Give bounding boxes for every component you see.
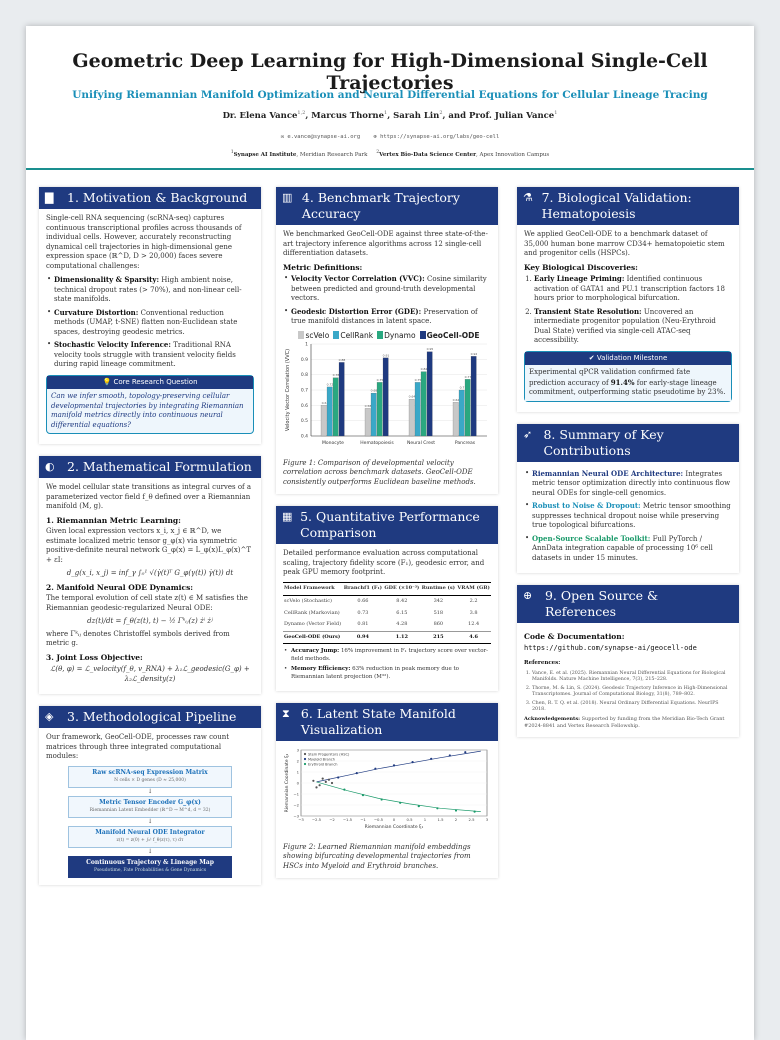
- bar: [415, 382, 420, 436]
- bar: [383, 358, 388, 436]
- table-cell: 0.73: [357, 609, 369, 616]
- x-tick-label: 1.5: [437, 817, 444, 822]
- item-head: Robust to Noise & Dropout:: [532, 501, 641, 510]
- affil-name: Synapse AI Institute: [233, 151, 297, 158]
- contact-email[interactable]: e.vance@synapse-ai.org: [287, 134, 361, 140]
- step-detail: Pseudotime, Fate Probabilities & Gene Dynamics: [93, 867, 207, 873]
- legend-label: Stem Progenitors (HSC): [308, 752, 350, 757]
- item-head: Stochastic Velocity Inference:: [54, 340, 171, 349]
- table-cell: 0.66: [357, 598, 369, 604]
- manifold-scatter-plot: [283, 746, 491, 836]
- check-circle-icon: ✔: [588, 353, 595, 362]
- section-header: [39, 456, 261, 478]
- legend-swatch: [420, 331, 426, 339]
- list-item: [532, 469, 732, 499]
- legend-marker: [304, 758, 306, 760]
- figure-caption: Figure 2: Learned Riemannian manifold embeddings showing bifurcating developmental trajectories from HSCs into Myeloid and Erythroid branches.: [283, 842, 471, 870]
- scatter-point: [436, 807, 438, 809]
- legend-swatch: [333, 331, 339, 339]
- y-tick-label: −1: [293, 791, 299, 797]
- dna-icon: ⚗: [523, 191, 533, 204]
- subheading: Key Biological Discoveries:: [524, 262, 638, 272]
- bar-data-label: 0.62: [452, 397, 460, 402]
- section-performance: [276, 506, 498, 691]
- section-header: [39, 706, 261, 728]
- section-intro: We model cellular state transitions as integral curves of a parameterized vector field f_θ defined over a Riemannian manifold (M, g).: [46, 483, 252, 510]
- section-title: 1. Motivation & Background: [67, 190, 248, 205]
- bar-data-label: 0.7: [459, 385, 465, 390]
- x-tick-label: 2.5: [468, 817, 475, 822]
- item-head: Riemannian Neural ODE Architecture:: [532, 468, 684, 478]
- subheading: Code & Documentation:: [524, 632, 625, 641]
- x-tick-label: −3: [298, 817, 304, 822]
- x-tick-label: Monocyte: [322, 441, 344, 446]
- legend-marker: [304, 753, 306, 755]
- scatter-point: [337, 776, 339, 778]
- subheading: 2. Manifold Neural ODE Dynamics:: [46, 582, 194, 592]
- callout-text: [525, 365, 731, 401]
- bar-data-label: 0.82: [420, 367, 428, 372]
- item-text: Uncovered an intermediate progenitor population (Neu-Erythroid Dual State) verified via single-cell ATAC-seq accessibility.: [534, 307, 716, 344]
- table-cell: 0.94: [343, 631, 384, 644]
- research-question-callout: [46, 375, 254, 435]
- bar: [465, 379, 470, 436]
- bar: [453, 402, 458, 436]
- globe-icon: ⊕: [523, 589, 533, 602]
- velocity-bar-chart: [283, 340, 491, 452]
- equation-ode: dz(t)/dt = f_θ(z(t), t) − ½ Γᵏᵢⱼ(z) żⁱ żʲ: [87, 617, 213, 625]
- table-cell: 8.42: [396, 598, 408, 604]
- bar-data-label: 0.77: [464, 374, 472, 379]
- affil-loc: Apex Innovation Campus: [479, 151, 550, 158]
- callout-percentage: 91.4%: [610, 377, 635, 387]
- affil-num: 1: [230, 150, 234, 155]
- item-head: Accuracy Jump:: [291, 648, 340, 654]
- list-item: [291, 307, 491, 327]
- reference-item: 1. Vance, E. et al. (2025). Riemannian Neural Differential Equations for Biological Manifolds. Nature Machine Intelligence, 7(3), 215–228.: [532, 671, 732, 684]
- x-tick-label: −2: [329, 817, 335, 822]
- bar-chart-legend: [283, 331, 491, 341]
- x-tick-label: −2.5: [311, 817, 322, 822]
- callout-text-a: Experimental qPCR validation confirmed fate prediction accuracy of: [529, 368, 691, 387]
- item-text: Full PyTorch / AnnData integration capable of processing 10⁶ cell datasets in under 15 minutes.: [532, 534, 713, 562]
- scatter-point: [356, 772, 358, 774]
- item-text: 16% improvement in F₁ trajectory score over vector-field methods.: [291, 648, 489, 662]
- step-label: Metric Tensor Encoder G_φ(x): [99, 798, 201, 806]
- list-item: [291, 648, 491, 663]
- column-right: [517, 187, 739, 749]
- bar: [459, 390, 464, 436]
- step-detail: N cells × D genes (D ≈ 25,000): [114, 777, 186, 783]
- item-head: Dimensionality & Sparsity:: [54, 275, 160, 284]
- challenge-list: [46, 275, 254, 370]
- rocket-icon: ➶: [523, 427, 533, 441]
- arrow-down-icon: ↓: [147, 787, 153, 795]
- affil-num: 2: [376, 150, 380, 155]
- author-name: Sarah Lin: [393, 110, 440, 121]
- bar-data-label: 0.64: [408, 394, 416, 399]
- item-text: 63% reduction in peak memory due to Riemannian latent projection (M³²).: [291, 666, 459, 680]
- item-head: Geodesic Distortion Error (GDE):: [291, 306, 422, 316]
- bar: [339, 362, 344, 436]
- bar: [327, 387, 332, 436]
- performance-notes: [283, 648, 491, 681]
- item-text: Identified continuous activation of GATA1 and PU.1 transcription factors 18 hours prior to morphological bifurcation.: [534, 275, 725, 302]
- bar-data-label: 0.88: [338, 357, 346, 362]
- table-header: Runtime (s): [420, 582, 456, 596]
- metric-list: [283, 274, 491, 327]
- table-cell: 3.8: [469, 609, 478, 616]
- item-head: Transient State Resolution:: [534, 306, 642, 316]
- x-tick-label: 1: [423, 817, 427, 822]
- list-item: [54, 340, 254, 370]
- scatter-point: [464, 751, 466, 753]
- list-item: [291, 666, 491, 681]
- scatter-point: [418, 805, 420, 807]
- layers-icon: ◈: [45, 710, 54, 723]
- paragraph: where Γᵏᵢⱼ denotes Christoffel symbols derived from metric g.: [46, 629, 230, 647]
- bar: [421, 372, 426, 436]
- step-label: Raw scRNA-seq Expression Matrix: [92, 768, 208, 776]
- arrow-down-icon: ↓: [147, 817, 153, 825]
- legend-label: Dynamo: [384, 330, 416, 340]
- bar: [321, 405, 326, 436]
- legend-label: scVelo: [305, 330, 330, 340]
- affiliations: $^1$Synapse AI Institute, Meridian Research Park $^2$Vertex Bio-Data Science Center, Apex Innovation Campus: [230, 150, 550, 158]
- table-header: Model Framework: [283, 582, 343, 596]
- item-head: Curvature Distortion:: [54, 307, 139, 317]
- y-tick-label: −2: [293, 802, 299, 808]
- repository-link[interactable]: https://github.com/synapse-ai/geocell-ode: [524, 643, 697, 652]
- section-header: [39, 187, 261, 209]
- section-header: [276, 703, 498, 741]
- section-header: [517, 424, 739, 462]
- scatter-point: [374, 768, 376, 770]
- globe-icon: ⊕: [373, 134, 377, 140]
- item-text: Integrates metric tensor optimization directly into continuous flow neural ODEs for single-cell genomics.: [532, 469, 731, 497]
- figure-caption: Figure 1: Comparison of developmental velocity correlation across benchmark datasets. GeoCell-ODE consistently outperforms Euclidean baseline methods.: [283, 458, 476, 486]
- bar-data-label: 0.58: [364, 403, 372, 408]
- section-intro: Detailed performance evaluation across computational scaling, trajectory fidelity score (F₁), geodesic error, and peak GPU memory footprint.: [283, 549, 485, 576]
- pipeline-step: [68, 856, 232, 878]
- affil-loc: Meridian Research Park: [299, 151, 368, 158]
- item-text: Metric tensor smoothing suppresses technical dropout noise while preserving true topological bifurcations.: [532, 502, 731, 529]
- bar-data-label: 0.75: [376, 377, 384, 382]
- author-affil: 1: [554, 110, 558, 116]
- scatter-point: [325, 781, 327, 783]
- section-header: [276, 506, 498, 544]
- item-head: Velocity Vector Correlation (VVC):: [291, 274, 425, 283]
- table-cell: 6.15: [396, 609, 408, 616]
- trajectory-curve: [317, 782, 481, 812]
- bar: [371, 393, 376, 436]
- y-tick-label: 3: [296, 747, 299, 753]
- legend-marker: [304, 763, 306, 765]
- acknowledgements: [524, 716, 732, 730]
- author-name: Prof. Julian Vance: [469, 110, 555, 121]
- brain-icon: ◐: [45, 460, 55, 473]
- equation-loss: ℒ(θ, φ) = ℒ_velocity(f_θ, v_RNA) + λ₁ℒ_geodesic(G_φ) + λ₂ℒ_density(z): [50, 665, 250, 683]
- table-cell: 518: [433, 609, 444, 616]
- author-list: Dr. Elena Vance$^{1,2}$, Marcus Thorne$^1$, Sarah Lin$^2$, and Prof. Julian Vance$^1$: [222, 110, 558, 121]
- table-cell: 0.81: [357, 621, 369, 627]
- bar-data-label: 0.92: [470, 351, 478, 356]
- author-name: Dr. Elena Vance: [222, 110, 298, 121]
- hourglass-icon: ⧗: [282, 707, 290, 720]
- contribution-list: [524, 469, 732, 564]
- table-cell: 4.28: [396, 621, 408, 627]
- legend-label: GeoCell-ODE: [426, 330, 480, 340]
- lightbulb-icon: 💡: [102, 377, 112, 386]
- arrow-down-icon: ↓: [147, 847, 153, 855]
- reference-list: [524, 671, 732, 714]
- reference-item: 3. Chen, R. T. Q. et al. (2018). Neural Ordinary Differential Equations. NeurIPS 2018.: [532, 701, 732, 714]
- step-label: Manifold Neural ODE Integrator: [95, 828, 205, 836]
- step-detail: Riemannian Latent Embedder (ℝ^D → M^d, d = 32): [89, 807, 211, 813]
- x-tick-label: Neural Crest: [406, 441, 436, 446]
- table-row-best: [283, 631, 491, 644]
- callout-title: Validation Milestone: [596, 353, 668, 362]
- scatter-point: [331, 782, 333, 784]
- table-cell: 12.4: [468, 621, 480, 627]
- scatter-point: [449, 754, 451, 756]
- y-tick-label: 0.8: [300, 373, 308, 379]
- section-intro: We benchmarked GeoCell-ODE against three state-of-the-art trajectory inference algorithms across 12 single-cell differentiation datasets.: [283, 230, 488, 257]
- section-title: 8. Summary of Key Contributions: [543, 426, 664, 458]
- section-title: 3. Methodological Pipeline: [67, 709, 237, 724]
- author-affil: 1: [384, 110, 388, 116]
- y-axis-label: Riemannian Coordinate ξ₂: [285, 753, 290, 813]
- author-affil: 1,2: [297, 110, 306, 116]
- section-pipeline: [39, 706, 261, 885]
- contact-url[interactable]: https://synapse-ai.org/labs/geo-cell: [380, 134, 500, 140]
- section-title: 5. Quantitative Performance Comparison: [300, 509, 480, 540]
- list-item: [532, 534, 732, 564]
- x-tick-label: −0.5: [373, 817, 384, 822]
- y-tick-label: 0.9: [300, 357, 308, 363]
- subheading: 3. Joint Loss Objective:: [46, 652, 143, 662]
- list-item: [291, 274, 491, 304]
- paragraph: The temporal evolution of cell state z(t) ∈ M satisfies the Riemannian geodesic-regularized Neural ODE:: [46, 594, 248, 612]
- callout-text-b: for early-stage lineage commitment, outperforming static pseudotime by 23%.: [529, 378, 726, 396]
- scatter-point: [393, 764, 395, 766]
- table-cell: 4.6: [456, 631, 491, 644]
- table-cell: 2.2: [469, 598, 478, 604]
- callout-text: Can we infer smooth, topology-preserving cellular developmental trajectories by integrating Riemannian manifold metrics directly into continuous neural differential equations?: [51, 392, 244, 429]
- item-text: High ambient noise, technical dropout rates (> 70%), and non-linear cell-state manifolds.: [54, 276, 242, 303]
- table-cell: scVelo (Stochastic): [284, 598, 332, 604]
- pipeline-step: [68, 826, 232, 848]
- scatter-point: [412, 761, 414, 763]
- section-title: 7. Biological Validation: Hematopoiesis: [541, 190, 692, 221]
- subheading: 1. Riemannian Metric Learning:: [46, 515, 181, 525]
- section-summary: [517, 424, 739, 574]
- list-item: [54, 308, 254, 338]
- bar-data-label: 0.95: [426, 347, 434, 352]
- x-tick-label: −1: [360, 817, 366, 822]
- column-middle: [276, 187, 498, 890]
- list-item: [54, 275, 254, 305]
- table-cell: CellRank (Markovian): [284, 609, 340, 616]
- scatter-point: [399, 802, 401, 804]
- scatter-point: [343, 789, 345, 791]
- contact-line: [26, 134, 754, 140]
- table-cell: GeoCell-ODE (Ours): [283, 631, 343, 644]
- paragraph: Given local expression vectors x_i, x_j ∈ ℝ^D, we estimate localized metric tensor g_φ(x) via symmetric positive-definite neural network G_φ(x) = L_φ(x)L_φ(x)^T + εI:: [46, 527, 252, 564]
- item-text: Preservation of true manifold distances in latent space.: [291, 307, 478, 325]
- ack-title: Acknowledgements:: [524, 715, 580, 722]
- x-tick-label: Pancreas: [454, 441, 476, 446]
- bar-data-label: 0.78: [332, 373, 340, 378]
- step-detail: z(t) = z(0) + ∫₀ᵗ f_θ(z(τ), τ) dτ: [116, 837, 184, 843]
- ack-text: Supported by funding from the Meridian Bio-Tech Grant #2024-8841 and Vertex Research Fellowship.: [524, 715, 725, 729]
- table-icon: ▦: [282, 510, 293, 523]
- poster-header: [26, 26, 754, 170]
- y-tick-label: 0.6: [300, 403, 308, 409]
- scatter-point: [319, 784, 321, 786]
- table-cell: Dynamo (Vector Field): [284, 621, 342, 627]
- section-references: [517, 585, 739, 737]
- table-cell: 860: [433, 621, 444, 627]
- y-tick-label: 1: [305, 342, 308, 348]
- scatter-point: [381, 798, 383, 800]
- validation-callout: [524, 351, 732, 402]
- table-row: [283, 619, 491, 631]
- pipeline-step: [68, 766, 232, 788]
- table-header: GDE (×10⁻³): [383, 582, 420, 596]
- section-intro: We applied GeoCell-ODE to a benchmark dataset of 35,000 human bone marrow CD34+ hematopoietic stem and progenitor cells (HSPCs).: [524, 230, 725, 257]
- bar-chart-icon: ▥: [282, 191, 293, 204]
- table-row: [283, 596, 491, 608]
- table-cell: 215: [420, 631, 456, 644]
- legend-label: Myeloid Branch: [308, 757, 336, 762]
- book-icon: ▇: [45, 191, 54, 204]
- affil-name: Vertex Bio-Data Science Center: [379, 151, 477, 158]
- scatter-point: [430, 758, 432, 760]
- reference-item: 2. Thorne, M. & Lin, S. (2024). Geodesic Trajectory Inference in High-Dimensional Transcriptomes. Journal of Computational Biology, 31(8), 789–802.: [532, 686, 732, 699]
- item-head: Early Lineage Priming:: [534, 274, 625, 283]
- legend-label: Erythroid Branch: [308, 762, 338, 767]
- bar: [365, 408, 370, 436]
- y-tick-label: 0.5: [300, 419, 308, 425]
- legend-swatch: [298, 331, 304, 339]
- table-row: [283, 608, 491, 620]
- bar: [427, 352, 432, 436]
- legend-swatch: [377, 331, 383, 339]
- bar-data-label: 0.72: [326, 382, 334, 387]
- section-manifold: [276, 703, 498, 878]
- list-item: [532, 501, 732, 531]
- poster-subtitle: Unifying Riemannian Manifold Optimization and Neural Differential Equations for Cellular Lineage Tracing: [72, 89, 708, 101]
- item-text: Traditional RNA velocity tools struggle with transient velocity fields during rapid lineage commitment.: [54, 341, 236, 368]
- scatter-point: [474, 811, 476, 813]
- item-text: Cosine similarity between predicted and ground-truth developmental vectors.: [291, 275, 487, 302]
- section-title: 9. Open Source & References: [544, 588, 659, 619]
- author-name: Marcus Thorne: [311, 110, 385, 121]
- scatter-point: [322, 778, 324, 780]
- x-axis-label: Riemannian Coordinate ξ₁: [364, 825, 424, 830]
- y-tick-label: −3: [293, 813, 299, 819]
- section-title: 4. Benchmark Trajectory Accuracy: [301, 190, 460, 221]
- section-validation: [517, 187, 739, 412]
- bar-data-label: 0.68: [370, 388, 378, 393]
- section-math: [39, 456, 261, 694]
- scatter-point: [362, 794, 364, 796]
- list-item: [534, 274, 732, 304]
- item-head: Memory Efficiency:: [291, 666, 351, 672]
- pipeline-step: [68, 796, 232, 818]
- subheading: Metric Definitions:: [283, 262, 363, 272]
- y-tick-label: 0.7: [300, 388, 308, 394]
- poster-title: Geometric Deep Learning for High-Dimensional Single-Cell Trajectories: [72, 50, 708, 94]
- equation-geodesic: d_g(x_i, x_j) = inf_γ ∫₀¹ √(γ̇(t)ᵀ G_φ(γ(t)) γ̇(t)) dt: [66, 569, 234, 577]
- table-header: VRAM (GB): [456, 582, 491, 596]
- bar-data-label: 0.75: [414, 377, 422, 382]
- table-cell: 1.12: [383, 631, 420, 644]
- performance-table: [283, 582, 491, 645]
- section-intro: Our framework, GeoCell-ODE, processes raw count matrices through three integrated computational modules:: [46, 733, 230, 760]
- poster: [26, 26, 754, 1040]
- x-tick-label: 0: [392, 817, 396, 822]
- item-text: Conventional reduction methods (UMAP, t-SNE) flatten non-Euclidean state spaces, destroying geodesic metrics.: [54, 308, 238, 336]
- y-tick-label: 2: [296, 758, 299, 764]
- callout-title: Core Research Question: [113, 377, 198, 386]
- bar-data-label: 0.91: [382, 353, 390, 358]
- bar-data-label: 0.6: [321, 400, 327, 405]
- x-tick-label: 0.5: [406, 817, 413, 822]
- section-benchmark: [276, 187, 498, 494]
- legend-label: CellRank: [340, 330, 374, 340]
- step-label: Continuous Trajectory & Lineage Map: [86, 858, 214, 866]
- bar: [471, 356, 476, 436]
- section-title: 2. Mathematical Formulation: [67, 459, 252, 474]
- bar: [409, 399, 414, 436]
- y-tick-label: 0: [296, 780, 299, 786]
- table-header: Branchf1 (F₁): [343, 582, 384, 596]
- y-tick-label: 0.4: [300, 434, 308, 440]
- discovery-list: [524, 274, 732, 346]
- email-icon: ✉: [280, 134, 285, 140]
- section-motivation: [39, 187, 261, 444]
- list-item: [534, 307, 732, 346]
- scatter-point: [455, 809, 457, 811]
- item-head: Open-Source Scalable Toolkit:: [532, 533, 651, 543]
- x-tick-label: 2: [454, 817, 458, 822]
- section-header: [517, 187, 739, 225]
- author-affil: 2: [439, 110, 443, 116]
- scatter-point: [315, 786, 317, 788]
- x-tick-label: −1.5: [342, 817, 353, 822]
- bar: [333, 378, 338, 436]
- scatter-point: [312, 780, 314, 782]
- y-axis-label: Velocity Vector Correlation (VVC): [285, 348, 291, 432]
- section-header: [517, 585, 739, 623]
- x-tick-label: 3: [485, 817, 489, 822]
- bar: [377, 382, 382, 436]
- column-left: [39, 187, 261, 897]
- section-intro: Single-cell RNA sequencing (scRNA-seq) captures continuous transcriptional profiles across thousands of individual cells. However, accurately reconstructing dynamical cell trajectories in high-dimensional gene expression space (ℝ^D, D > 20,000) faces severe computational challenges:: [46, 214, 242, 270]
- y-tick-label: 1: [296, 769, 299, 775]
- section-header: [276, 187, 498, 225]
- scatter-point: [328, 779, 330, 781]
- subheading: References:: [524, 660, 561, 666]
- table-cell: 342: [433, 598, 444, 604]
- x-tick-label: Hematopoiesis: [360, 441, 394, 446]
- section-title: 6. Latent State Manifold Visualization: [300, 706, 456, 737]
